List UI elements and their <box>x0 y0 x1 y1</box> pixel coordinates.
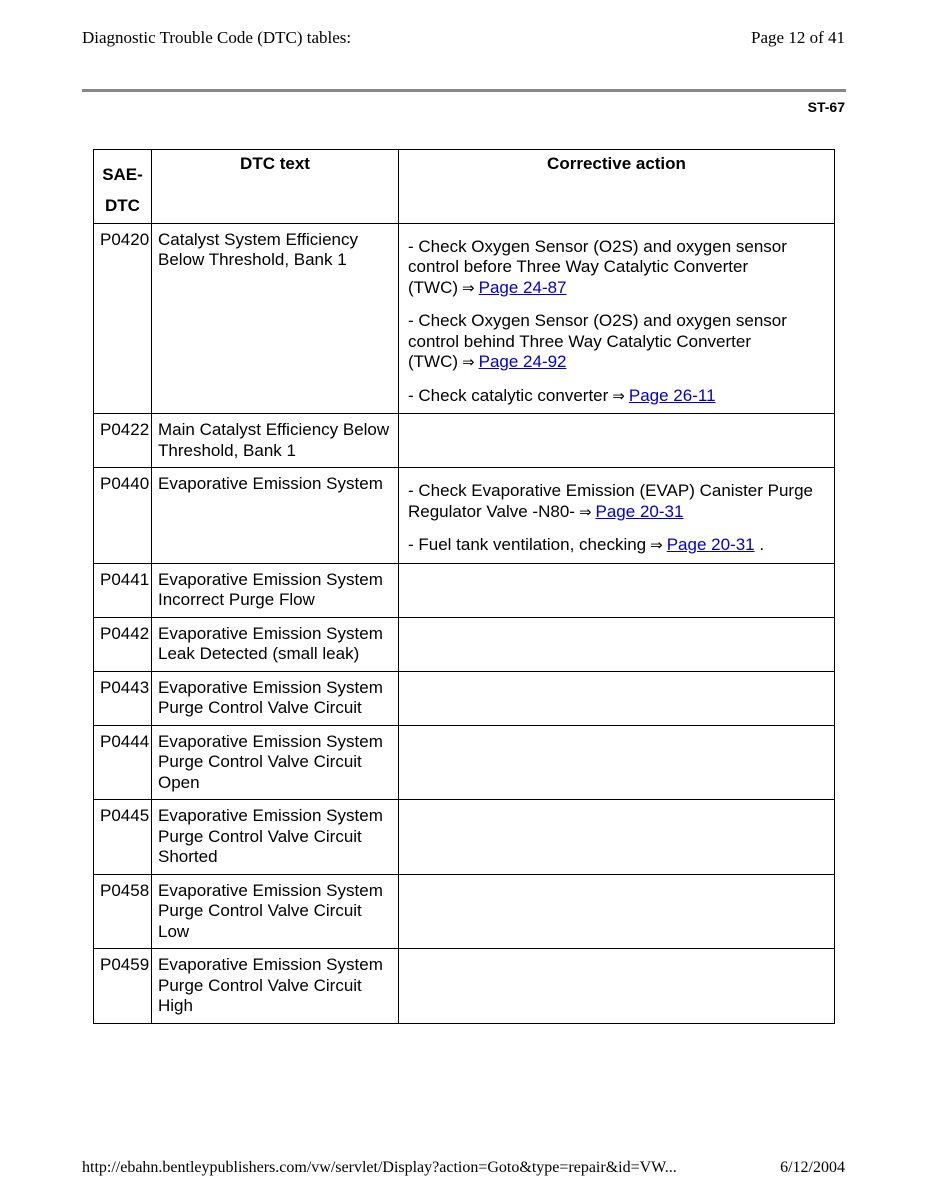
dtc-text: Evaporative Emission System Leak Detected (small leak) <box>152 617 399 671</box>
dtc-code: P0422 <box>94 414 152 468</box>
dtc-text: Evaporative Emission System Purge Control Valve Circuit Shorted <box>152 800 399 875</box>
page-title: Diagnostic Trouble Code (DTC) tables: <box>82 28 352 47</box>
dtc-code: P0458 <box>94 874 152 949</box>
section-code: ST-67 <box>807 99 845 115</box>
arrow-right-icon: ⇒ <box>462 279 475 297</box>
corrective-action-text: - Check Oxygen Sensor (O2S) and oxygen sensor control behind Three Way Catalytic Converter (TWC) <box>408 311 787 371</box>
page-number: Page 12 of 41 <box>751 28 845 47</box>
corrective-action-item <box>405 535 828 557</box>
dtc-table <box>93 149 835 1024</box>
dtc-code: P0459 <box>94 949 152 1024</box>
table-row <box>94 874 835 949</box>
corrective-action <box>399 949 835 1024</box>
corrective-action <box>399 414 835 468</box>
corrective-action <box>399 617 835 671</box>
dtc-code: P0445 <box>94 800 152 875</box>
footer-date: 6/12/2004 <box>780 1159 845 1176</box>
table-row <box>94 223 835 414</box>
corrective-action <box>399 223 835 414</box>
dtc-code: P0441 <box>94 563 152 617</box>
arrow-right-icon: ⇒ <box>612 387 625 405</box>
column-header-text: DTC text <box>152 150 399 224</box>
table-row <box>94 563 835 617</box>
dtc-text: Evaporative Emission System Purge Control Valve Circuit Low <box>152 874 399 949</box>
page-reference-link[interactable]: Page 24-92 <box>478 352 567 371</box>
corrective-action-text: - Check Evaporative Emission (EVAP) Canister Purge Regulator Valve -N80- <box>408 481 814 521</box>
corrective-action <box>399 725 835 800</box>
column-header-code-line2: DTC <box>105 196 140 215</box>
dtc-text: Evaporative Emission System <box>152 468 399 564</box>
corrective-action-text: - Check Oxygen Sensor (O2S) and oxygen sensor control before Three Way Catalytic Converter (TWC) <box>408 236 787 297</box>
table-body <box>94 223 835 1023</box>
table-row <box>94 414 835 468</box>
table-row <box>94 468 835 564</box>
dtc-code: P0440 <box>94 468 152 564</box>
corrective-action-text: - Fuel tank ventilation, checking <box>408 535 647 554</box>
header-divider <box>82 89 846 92</box>
corrective-action-item <box>405 386 828 408</box>
footer-url: http://ebahn.bentleypublishers.com/vw/servlet/Display?action=Goto&type=repair&id=VW... <box>82 1159 677 1176</box>
dtc-text: Evaporative Emission System Purge Control Valve Circuit High <box>152 949 399 1024</box>
page-reference-link[interactable]: Page 20-31 <box>666 535 755 554</box>
dtc-text: Catalyst System Efficiency Below Threshold, Bank 1 <box>152 223 399 414</box>
dtc-text: Evaporative Emission System Purge Control Valve Circuit <box>152 671 399 725</box>
table-row <box>94 617 835 671</box>
table-row <box>94 671 835 725</box>
dtc-code: P0442 <box>94 617 152 671</box>
page-reference-link[interactable]: Page 20-31 <box>595 501 684 521</box>
table-row <box>94 800 835 875</box>
column-header-code <box>94 150 152 224</box>
corrective-action-item <box>405 311 828 374</box>
arrow-right-icon: ⇒ <box>578 503 592 521</box>
corrective-action <box>399 563 835 617</box>
table-row <box>94 949 835 1024</box>
dtc-code: P0443 <box>94 671 152 725</box>
column-header-code-line1: SAE- <box>102 165 143 184</box>
corrective-action-suffix: . <box>754 535 765 554</box>
page-reference-link[interactable]: Page 26-11 <box>628 385 716 405</box>
corrective-action <box>399 671 835 725</box>
table-row <box>94 725 835 800</box>
corrective-action <box>399 800 835 875</box>
table-header-row <box>94 150 835 224</box>
dtc-text: Evaporative Emission System Purge Control Valve Circuit Open <box>152 725 399 800</box>
corrective-action-item <box>405 481 828 523</box>
corrective-action-item <box>405 237 828 300</box>
dtc-text: Main Catalyst Efficiency Below Threshold, Bank 1 <box>152 414 399 468</box>
dtc-text: Evaporative Emission System Incorrect Purge Flow <box>152 563 399 617</box>
corrective-action <box>399 874 835 949</box>
page-reference-link[interactable]: Page 24-87 <box>478 277 567 297</box>
arrow-right-icon: ⇒ <box>650 537 663 554</box>
dtc-code: P0444 <box>94 725 152 800</box>
arrow-right-icon: ⇒ <box>462 354 475 371</box>
corrective-action-text: - Check catalytic converter <box>408 385 609 405</box>
corrective-action <box>399 468 835 564</box>
dtc-code: P0420 <box>94 223 152 414</box>
column-header-action: Corrective action <box>399 150 835 224</box>
